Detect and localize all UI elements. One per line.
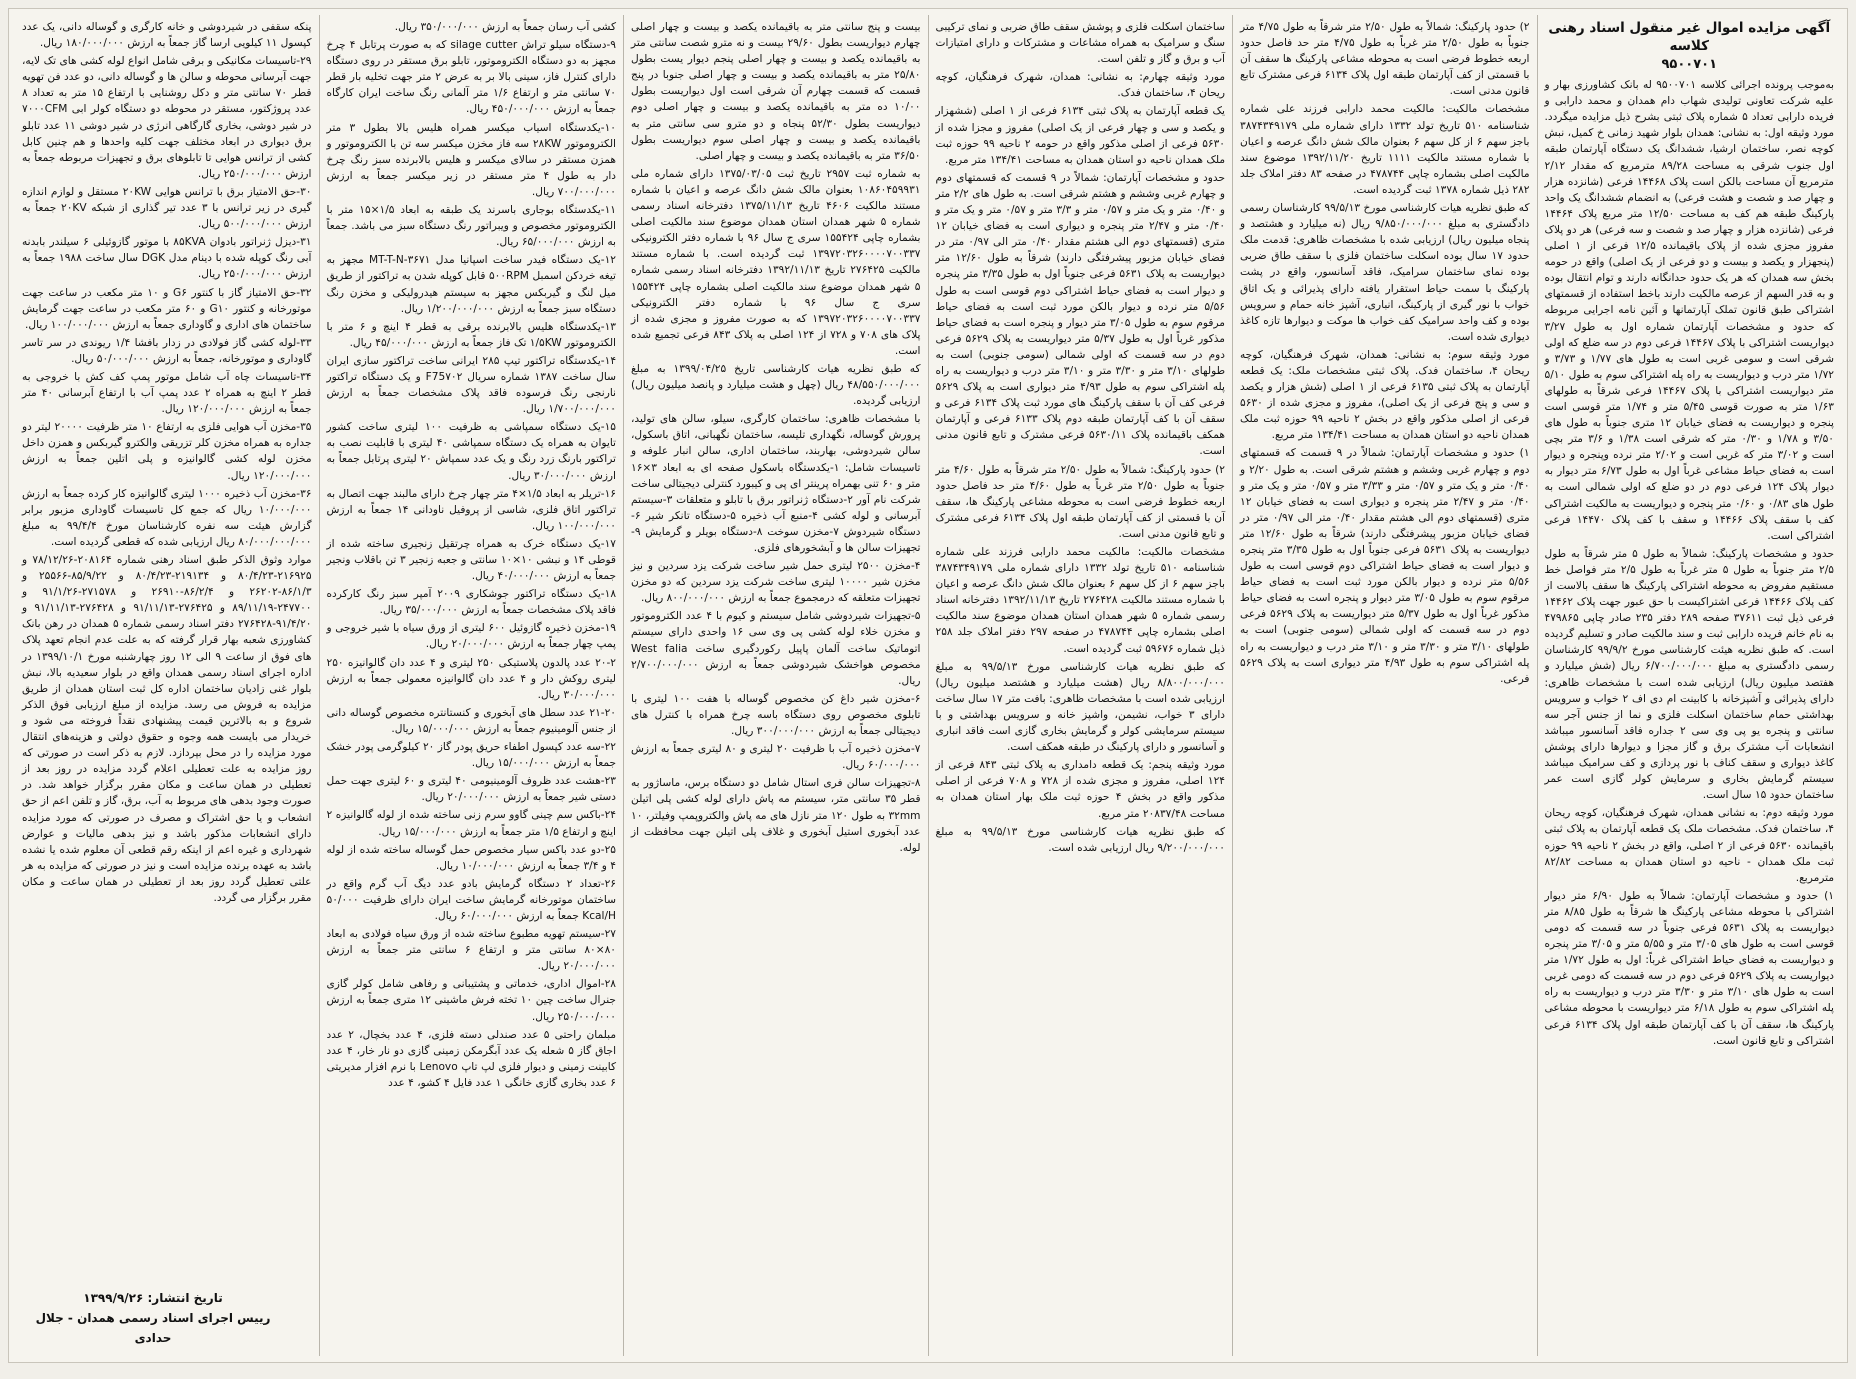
paragraph: ۱) حدود و مشخصات آپارتمان: شمالاً به طول ۶/۹۰ متر دیوار اشتراکی با محوطه مشاعی پارکینگ ها شرقاً به طول ۸/۸۵ متر دیواریست به پلاک ۵۶۳۱ فرعی جنوباً در سه قسمت که دومی قوسی است به طول های ۳/۰۵ متر و ۵/۵۵ متر و ۳/۰۵ متر پنجره و دیواریست به فضای حیاط اشتراکی غرباً: اول به طول ۱/۷۲ متر دیواریست به پلاک ۵۶۲۹ فرعی دوم در سه قسمت که دومی غربی است به طول های ۳/۱۰ متر و ۳/۳۰ متر درب و دیواریست به راه پله اشتراکی سوم به طول ۶/۱۸ متر دیواریست با محوطه مشاعی پارکینگ ها، سقف آن با کف آپارتمان طبقه اول پلاک ۶۱۳۴ فرعی اشتراکی و تابع قانون است. <box>1544 889 1835 1047</box>
paragraph: مورد وثیقه سوم: به نشانی: همدان، شهرک فرهنگیان، کوچه ریحان ۴، ساختمان فدک. پلاک ثبتی مشخصات ملک: یک قطعه آپارتمان به پلاک ثبتی ۶۱۳۵ فرعی از ۱ اصلی (شش هزار و یکصد و سی و پنج فرعی از یک اصلی)، مفروز و مجزی شده از ۵۶۳۰ فرعی از اصلی مذکور واقع در بخش ۲ ناحیه ۹۹ حوزه ثبت ملک همدان ناحیه دو استان همدان به مساحت ۱۳۴/۴۱ متر مربع. <box>1240 348 1530 442</box>
paragraph: ۶-مخزن شیر داغ کن مخصوص گوساله با هفت ۱۰۰ لیتری با تابلوی مخصوص روی دستگاه باسه چرخ همراه با کنترل های دیجیتالی جمعاً به ارزش ۳۰۰/۰۰۰/۰۰۰ ریال. <box>631 692 921 738</box>
paragraph: کشی آب رسان جمعاً به ارزش ۳۵۰/۰۰۰/۰۰۰ ریال. <box>394 21 616 33</box>
paragraph: ۴-مخزن ۲۵۰۰ لیتری حمل شیر ساخت شرکت یزد سردین و نیز مخزن شیر ۱۰۰۰۰ لیتری ساخت شرکت یزد سردین که دو مخزن تجهیزات متعلقه که درمجموع جمعاً به ارزش ۸۰۰/۰۰۰/۰۰۰ ریال. <box>631 560 921 605</box>
notice-footer <box>23 1288 283 1348</box>
column-5 <box>319 15 624 1356</box>
paragraph: ۱۹-مخزن ذخیره گازوئیل ۶۰۰ لیتری از ورق سیاه با شیر خروجی و پمپ چهار جمعاً به ارزش ۲۰/۰۰۰/۰۰۰ ریال. <box>326 622 616 651</box>
paragraph: موارد وثوق الذکر طبق اسناد رهنی شماره ۲۰۸۱۶۴-۷۸/۱۲/۲۶ و ۲۱۶۹۲۵-۸۰/۴/۲۳ و ۲۱۹۱۳۴-۸۰/۴/۲۳ و ۸۵/۹/۲۲-۲۵۵۶۶ و ۸۶/۱/۳-۲۶۲۰۲ و ۸۶/۲/۴-۲۶۹۱۰ و ۲۷۱۵۷۸-۹۱/۱/۲۶ و ۲۴۷۷۰۰-۸۹/۱۱/۱۹ و ۲۷۶۴۲۵-۹۱/۱۱/۱۳ و ۲۷۶۴۲۸-۹۱/۱۱/۱۳ و ۹۱/۴/۲۰-۲۷۶۴۲۸ دفتر اسناد رسمی شماره ۵ همدان در رهن بانک کشاورزی شعبه بهار قرار گرفته که به علت عدم انجام تعهد پلاک های فوق از ساعت ۹ الی ۱۲ روز چهارشنبه مورخ ۱۳۹۹/۱۰/۱ در اداره اجرای اسناد رسمی همدان واقع در بلوار سعیدیه بالا، نبش بلوار غنی زادیان ساختمان اداره کل ثبت استان همدان از طریق مزایده به فروش می رسد. مزایده از مبلغ ارزیابی فوق الذکر شروع و به بالاترین قیمت پیشنهادی نقداً فروخته می شود و خریدار می بایست همه وجوه و حقوق دولتی و هزینه‌های انتقال مورد مزایده را در محل بپردازد. لازم به ذکر است در صورتی که روز مزایده به علت تعطیلی اعلام گردد مزایده در روز بعد از تعطیلی در همان ساعت و مکان مقرر برگزار خواهد شد. در صورت وجود بدهی های مربوط به آب، برق، گاز و تلفن اعم از حق انشعاب و یا حق اشتراک و مصرف در صورتی که مورد مزایده دارای انشعابات مذکور باشد و نیز بدهی مالیات و عوارض شهرداری و غیره اعم از اینکه رقم قطعی آن معلوم شده یا نشده باشد به عهده برنده مزایده است و نیز در صورتی که مزایده به هر علتی تعطیل گردد روز بعد از تعطیلی در همان ساعت و مکان مقرر برگزار می گردد. <box>22 554 312 904</box>
paragraph: ۳۵-مخزن آب هوایی فلزی به ارتفاع ۱۰ متر ظرفیت ۲۰۰۰۰ لیتر دو جداره به همراه مخزن کلر تزریقی والکترو گیربکس و همزن داخل مخزن لوله کشی گالوانیزه و پلی اتلین جمعاً به ارزش ۱۲۰/۰۰۰/۰۰۰ ریال. <box>22 421 312 482</box>
paragraph: یک قطعه آپارتمان به پلاک ثبتی ۶۱۳۴ فرعی از ۱ اصلی (ششهزار و یکصد و سی و چهار فرعی از یک اصلی) مفروز و مجزا شده از ۵۶۳۰ فرعی از اصلی مذکور واقع در حومه ۲ ناحیه ۹۹ حوزه ثبت ملک همدان ناحیه دو استان همدان به مساحت ۱۳۴/۴۱ متر مربع. <box>935 105 1225 166</box>
publish-date: تاریخ انتشار: ۱۳۹۹/۹/۲۶ <box>83 1291 223 1305</box>
paragraph: ۳۰-حق الامتیاز برق با ترانس هوایی ۲۰KW مستقل و لوازم اندازه گیری در زیر ترانس با ۳ عدد تیر گذاری از شبکه ۲۰KV جمعاً به ارزش ۵۰۰/۰۰۰/۰۰۰ ریال. <box>22 185 312 231</box>
paragraph: ۳۲-حق الامتیاز گاز با کنتور G۶ و ۱۰ متر مکعب در ساعت جهت موتورخانه و کنتور G۱۰ و ۶۰ متر مکعب در ساعت جهت گرمایش ساختمان های اداری و گاوداری جمعاً به ارزش ۱۰۰/۰۰۰/۰۰۰ ریال. <box>22 286 312 331</box>
paragraph: که طبق نظریه هیات کارشناسی مورخ ۹۹/۵/۱۳ به مبلغ ۹/۲۰۰/۰۰۰/۰۰۰ ریال ارزیابی شده است. <box>935 825 1225 854</box>
paragraph: ۲۴-باکس سم چینی گاوو سرم زنی ساخته شده از لوله گالوانیزه ۲ اینچ و ارتفاع ۱/۵ متر جمعاً به ارزش ۱۵/۰۰۰/۰۰۰ ریال. <box>326 809 616 838</box>
paragraph: ۱۰-یکدستگاه اسیاب میکسر همراه هلیس بالا بطول ۳ متر الکتروموتور ۲۸KW سه فاز مخزن میکسر سه تن با الکتروموتور و همزن مستقر در سالای میکسر و هلیس بالابرنده سبز رنگ چرخ دار به طول ۴ متر مستقر در زیر میکسر جمعاً به ارزش ۷۰۰/۰۰۰/۰۰۰ ریال. <box>326 121 616 198</box>
paragraph: ۹-دستگاه سیلو تراش silage cutter که به صورت پرتابل ۴ چرخ مجهز به دو دستگاه الکتروموتور، تابلو برق مستقر در روی دستگاه دارای کنترل فاز، سینی بالا بر به عرض ۲ متر جهت تخلیه بار قطر ۷۰ سانتی متر و ارتفاع ۱/۶ متر آلمانی رنگ ساخت ایران کارگاه جمعاً به ارزش ۴۵۰/۰۰۰/۰۰۰ ریال. <box>326 39 616 116</box>
paragraph: که طبق نظریه هیات کارشناسی مورخ ۹۹/۵/۱۳ کارشناسان رسمی دادگستری به مبلغ ۹/۸۵۰/۰۰۰/۰۰۰ ریال (نه میلیارد و هشتصد و پنجاه میلیون ریال) ارزیابی شده با مشخصات ظاهری: قدمت ملک حدود ۱۷ سال بوده اسکلت ساختمان فلزی با سقف طاق ضربی بوده نمای ساختمان سرامیک، فاقد آسانسور، واقع در پشت پارکینگ با سمت حیاط استقرار یافته دارای پذیرائی و یک اتاق خواب با نور گیری از پارکینگ، انباری، آشپز خانه حمام و سرویس بوده و کف واحد سرامیک کف خواب ها موکت و دیوارها تازه کاغذ دیواری شده است. <box>1240 202 1530 343</box>
columns-container <box>15 15 1841 1356</box>
paragraph: ۸-تجهیزات سالن فری استال شامل دو دستگاه برس، ماساژور به قطر ۳۵ سانتی متر، سیستم مه پاش دارای لوله کشی پلی اتیلن ۳۲mm به طول ۱۲۰ متر نازل های مه پاش والکتروپمپ وفیلتر، ۱۰ عدد آبخوری استیل آبخوری و غلاف پلی اتیلن جهت محافظت از لوله. <box>631 777 921 854</box>
paragraph: که طبق نظریه هیات کارشناسی مورخ ۹۹/۵/۱۳ به مبلغ ۸/۸۰۰/۰۰۰/۰۰۰ ریال (هشت میلیارد و هشتصد میلیون ریال) ارزیابی شده است با مشخصات ظاهری: بافت متر ۱۷ سال ساخت دارای ۳ خواب، نشیمن، واشپز خانه و سرویس بهداشتی و با سیستم سرمایشی کولر و گرمایش بخاری گازی است فاقد انباری و آسانسور و دارای پارکینگ در طبقه همکف است. <box>935 660 1225 754</box>
paragraph: ۲۱-۲۰ عدد سطل های آبخوری و کنستانتره مخصوص گوساله دانی از جنس آلومینیوم جمعاً به ارزش ۱۵/۰۰۰/۰۰۰ ریال. <box>326 706 616 735</box>
paragraph: ۳۱-دیزل ژنراتور بادوان ۸۵KVA با موتور گازوئیلی ۶ سیلندر بابدنه آبی رنگ کوپله شده با دینام مدل DGK سال ساخت ۱۹۸۸ جمعاً به ارزش ۲۵۰/۰۰۰/۰۰۰ ریال. <box>22 236 312 281</box>
column-4 <box>623 15 928 1356</box>
paragraph: ۱۸-یک دستگاه تراکتور جوشکاری ۲۰۰۹ آمپر سبز رنگ کارکرده فاقد پلاک مشخصات جمعاً به ارزش ۳۵/۰۰۰/۰۰۰ ریال. <box>326 588 617 617</box>
notice-title: آگهی مزایده اموال غیر منقول اسناد رهنی کلاسه <box>1548 20 1831 54</box>
paragraph: ۲۳-هشت عدد ظروف آلومینیومی ۴۰ لیتری و ۶۰ لیتری جهت حمل دستی شیر جمعاً به ارزش ۲۰/۰۰۰/۰۰۰ ریال. <box>326 775 616 804</box>
column-2 <box>1232 15 1537 1356</box>
paragraph: ۲۵-دو عدد باکس سیار مخصوص حمل گوساله ساخته شده از لوله ۴ و ۳/۴ جمعاً به ارزش ۱۰/۰۰۰/۰۰۰ ریال. <box>326 843 616 872</box>
paragraph: با مشخصات ظاهری: ساختمان کارگری، سیلو، سالن های تولید، پرورش گوساله، نگهداری تلیسه، ساختمان نگهبانی، اتاق باسکول، سالن شیردوشی، بهاربند، ساختمان اداری، سالن انبار علوفه و تاسیسات شامل: ۱-یکدستگاه باسکول صفحه ای به ابعاد ۳×۱۶ متر و ۶۰ تنی بهمراه پرینتر ای پی و کیبورد کنترلی دیجیتالی ساخت شرکت نام آور ۲-دستگاه ژنراتور برق با تابلو و متعلقات ۳-سیستم آبرسانی و لوله کشی ۴-منبع آب ذخیره ۵-دستگاه تانکر شیر ۶-دستگاه شیردوش ۷-مخزن سوخت ۸-دستگاه بویلر و گرمایش ۹-تجهیزات سالن ها و آبشخورهای فلزی. <box>631 413 921 554</box>
paragraph: مبلمان راحتی ۵ عدد صندلی دسته فلزی، ۴ عدد بخچال، ۲ عدد اجاق گاز ۵ شعله یک عدد آبگرمکن زمینی گازی دو نار خار، ۴ عدد کابینت زمینی و دیوار فلزی لپ تاپ Lenovo با نرم افزار مدیریتی ۶ عدد بخاری گازی خانگی ۱ عدد فایل ۴ کشو، ۴ عدد <box>326 1028 617 1089</box>
column-3 <box>928 15 1233 1356</box>
paragraph: پنکه سقفی در شیردوشی و خانه کارگری و گوساله دانی، یک عدد کپسول ۱۱ کیلویی ارسا گاز جمعاً به ارزش ۱۸۰/۰۰۰/۰۰۰ ریال. <box>22 21 312 50</box>
paragraph: مشخصات مالکیت: مالکیت محمد دارابی فرزند علی شماره شناسنامه ۵۱۰ تاریخ تولد ۱۳۳۲ دارای شماره ملی ۳۸۷۴۳۴۹۱۷۹ باجز سهم ۶ از کل سهم ۶ بعنوان مالک شش دانگ عرصه و اعیان با شماره مستند مالکیت ۱۱۱۱ تاریخ ۱۳۹۲/۱۱/۲۰ موضوع سند مالکیت اصلی بشماره چاپی ۴۷۸۷۴۴ در صفحه ۸۳ دفتر املاک جلد ۲۸۲ ذیل شماره ۱۳۷۸ ثبت گردیده است. <box>1240 103 1530 196</box>
paragraph: ۱۴-یکدستگاه تراکتور تیپ ۲۸۵ ایرانی ساخت تراکتور سازی ایران سال ساخت ۱۳۸۷ شماره سریال F75۷۰۲ و یک دستگاه تراکتور نارنجی رنگ فرسوده فاقد پلاک مشخصات جمعاً به ارزش ۱/۷۰۰/۰۰۰/۰۰۰ ریال. <box>326 354 617 416</box>
paragraph: ۱۵-یک دستگاه سمپاشی به ظرفیت ۱۰۰ لیتری ساخت کشور تایوان به همراه یک دستگاه سمپاشی ۴۰ لیتری با قابلیت نصب به تراکتور بارنگ زرد رنگ و یک عدد سمپاش ۲۰ لیتری پرتابل جمعاً به ارزش ۳۰/۰۰۰/۰۰۰ ریال. <box>326 421 617 482</box>
paragraph: ۱۷-یک دستگاه خرک به همراه چرتقیل زنجیری ساخته شده از قوطی ۱۴ و نبشی ۱۰×۱۰ سانتی و جعبه زنجیر ۳ تن باقلاب ونجیر جمعاً به ارزش ۴۰/۰۰۰/۰۰۰ ریال. <box>326 537 616 583</box>
paragraph: ۱۱-یکدستگاه بوجاری باسرند یک طبقه به ابعاد ۱/۵×۱۵ متر با الکتروموتور مخصوص و ویبراتور رنگ دستگاه سبز می باشد. جمعاً به ارزش ۶۵/۰۰۰/۰۰۰ ریال. <box>326 204 616 249</box>
case-number: ۹۵۰۰۷۰۱ <box>1661 57 1718 72</box>
paragraph: مورد وثیقه دوم: به نشانی همدان، شهرک فرهنگیان، کوچه ریحان ۴، ساختمان فدک. مشخصات ملک یک قطعه آپارتمان به پلاک ثبتی باقیمانده ۵۶۳۰ فرعی از ۲ اصلی، واقع در بخش ۲ ناحیه ۹۹ حوزه ثبت ملک همدان - ناحیه دو استان همدان به مساحت ۸۲/۸۲ مترمربع. <box>1544 807 1835 884</box>
paragraph: ۳۳-لوله کشی گاز فولادی در زدار بافشا ۱/۴ ریوندی در سر تاسر گاوداری و موتورخانه، جمعاً به ارزش ۵۰/۰۰۰/۰۰۰ ریال. <box>22 336 312 365</box>
paragraph: ۲) حدود پارکینگ: شمالاً به طول ۲/۵۰ متر شرقاً به طول ۴/۷۵ متر جنوباً به طول ۲/۵۰ متر غرباً به طول ۴/۷۵ متر حد فاصل حدود اربعه خطوط فرضی است به محوطه مشاعی پارکینگ ها سقف آن با قسمتی از کف آپارتمان طبقه اول پلاک ۶۱۳۴ فرعی مشترک تابع قانون مدنی است. <box>1240 21 1530 98</box>
paragraph: ۳۶-مخزن آب ذخیره ۱۰۰۰ لیتری گالوانیزه کار کرده جمعاً به ارزش ۱۰/۰۰۰/۰۰۰ ریال که جمع کل تاسیسات گاوداری مزبور برابر گزارش هیئت سه نفره کارشناسان مورخ ۹۹/۴/۴ به مبلغ ۸۰/۰۰۰/۰۰۰/۰۰۰ ریال ارزیابی شده که قطعی گردیده است. <box>22 487 312 548</box>
paragraph: ۵-تجهیزات شیردوشی شامل سیستم و کیوم با ۴ عدد الکتروموتور و مخزن خلاء لوله کشی پی وی سی ۱۶ واحدی دارای سیستم اتوماتیک ساخت آلمان پاپیل رکوردگیری ساخت West falia مخصوص هواخشک شیردوشی جمعاً به ارزش ۲/۷۰۰/۰۰۰/۰۰۰ ریال. <box>631 610 921 687</box>
paragraph: ۲۸-اموال اداری، خدماتی و پشتیبانی و رفاهی شامل کولر گازی جنرال ساخت چین ۱۰ تخته فرش ماشینی ۱۲ متری جمعاً به ارزش ۲۵۰/۰۰۰/۰۰۰ ریال. <box>326 978 616 1023</box>
column-6 <box>15 15 319 1356</box>
paragraph: بیست و پنج سانتی متر به باقیمانده یکصد و بیست و چهار اصلی چهارم دیواریست بطول ۲۹/۶۰ بیست و نه مترو شصت سانتی متر به باقیمانده یکصد و بیست و چهار اصلی پنجم دیوار یست بطول ۲۵/۸۰ متر به باقیمانده یکصد و بیست و چهار اصلی جنوبا در پنج قسمت که قسمت چهارم آن شرقی است اول دیواریست بطول ۱۰/۰۰ ده متر به باقیمانده یکصد و بیست و چهار اصلی دوم دیواریست بطول ۵۲/۳۰ پنجاه و دو مترو سی سانتی متر به باقیمانده یکصد و بیست و چهار اصلی سوم دیواریست بطول ۳۶/۵۰ متر به باقیمانده یکصد و بیست و چهار اصلی. <box>631 21 921 162</box>
paragraph: ۲۲-سه عدد کپسول اطفاء حریق پودر گاز ۲۰ کیلوگرمی پودر خشک جمعاً به ارزش ۱۵/۰۰۰/۰۰۰ ریال. <box>326 741 616 770</box>
paragraph: ۲۰-۲ عدد پالدون پلاستیکی ۲۵۰ لیتری و ۴ عدد دان گالوانیزه ۲۵۰ لیتری روکش دار و ۴ عدد دان گالوانیزه معمولی جمعاً به ارزش ۳۰/۰۰۰/۰۰۰ ریال. <box>326 656 616 701</box>
paragraph: مشخصات مالکیت: مالکیت محمد دارابی فرزند علی شماره شناسنامه ۵۱۰ تاریخ تولد ۱۳۳۲ دارای شماره ملی ۳۸۷۴۳۴۹۱۷۹ باجز سهم ۶ از کل سهم ۶ بعنوان مالک شش دانگ عرصه و اعیان با شماره مستند مالکیت ۲۷۶۴۲۸ تاریخ ۱۳۹۲/۱۱/۱۳ دفترخانه اسناد رسمی شماره ۵ شهر همدان استان همدان موضوع سند مالکیت اصلی بشماره چاپی ۴۷۸۷۴۴ در صفحه ۲۹۷ دفتر املاک جلد ۲۵۸ ذیل شماره ۵۹۶۷۶ ثبت گردیده است. <box>935 546 1225 655</box>
paragraph: ۲۹-تاسیسات مکانیکی و برقی شامل انواع لوله کشی های تک لایه، جهت آبرسانی محوطه و سالن ها و گوساله دانی، دو عدد فن تهویه قطر ۷۰ سانتی متر و دکل روشنایی با ارتفاع ۱۵ متر به تعداد ۸ عدد پروژکتور، مستقر در محوطه دو دستگاه کولر ابی ۷۰۰۰CFM در شیر دوشی، بخاری گارگاهی انرژی در شیر دوشی ۱۱ عدد تابلو برق دیواری در ابعاد مختلف جهت کلیه واحدها و هم چنین کابل کشی از ترانس هوایی تا تابلوهای برق و تجهیزات مربوطه جمعاً به ارزش ۲۵۰/۰۰۰/۰۰۰ ریال. <box>22 55 312 180</box>
paragraph: مورد وثیقه چهارم: به نشانی: همدان، شهرک فرهنگیان، کوچه ریحان ۴، ساختمان فدک. <box>935 71 1225 100</box>
paragraph: به‌موجب پرونده اجرائی کلاسه ۹۵۰۰۷۰۱ له بانک کشاورزی بهار و علیه شرکت تعاونی تولیدی شهاب دام همدان و محمد دارابی و فریده دارابی تعداد ۵ شماره پلاک ثبتی بشرح ذیل مزایده میگردد. مورد وثیقه اول: به نشانی: همدان بلوار شهید زمانی خ کمیل، نبش کوچه نصر، ساختمان ارشیا، ششدانگ یک دستگاه آپارتمان طبقه اول جنوب شرقی به مساحت ۸۹/۲۸ مترمربع که مقدار ۲/۱۲ مترمربع آن مساحت بالکن است پلاک ۱۴۴۶۸ فرعی (شانزده هزار و چهار صد و شصت و هشت فرعی) به انضمام ششدانگ یک واحد پارکینگ طبقه هم کف به مساحت ۱۲/۵۰ متر مربع پلاک ۱۴۴۶۴ فرعی (شانزده هزار و چهار صد و شصت و سه فرعی) هر دو پلاک مفروز مجزی شده از پلاک باقیمانده ۱۲/۵ فرعی از ۱ اصلی (پنجهزار و یکصد و بیست و دو فرعی از یک اصلی) واقع در حومه بخش سه همدان که هر یک حدود حدانگانه دارند و توام انتقال بوده و به قدر السهم از عرصه مالکیت دارند باخط استفاده از قسمتهای اشتراکی طبق قانون تملک آپارتمانها و آئین نامه اجرایی مربوطه که حدود و مشخصات آپارتمان شماره اول به طول ۳/۲۷ دیواریست اشتراکی با پلاک ۱۴۴۶۷ فرعی دوم در سه ضلع که اولی شرقی است و سومی غربی است به طول های ۱/۷۷ و ۳/۷۳ و ۱/۷۲ متر درب و دیواریست به راه پله اشتراکی سوم به طول ۵/۱۰ متر دیواریست اشتراکی با پلاک ۱۴۴۶۷ فرعی شرقاً به طولهای ۱/۶۳ متر به صورت قوسی ۵/۴۵ متر و ۱/۷۴ متر قوسی است پنجره و دیواریست به فضای خیابان ۱۲ متری جنوباً به طول های ۳/۵۰ و ۱/۷۸ و ۰/۳۰ متر که شرقی است ۱/۳۸ و ۳/۶ متر بچی است و ۳/۰۲ متر که غربی است و ۲/۰۲ متر نرده وپنجره و دیوار است به فضای حیاط مشاعی غرباً اول به طول ۶/۷۳ متر دیوار به دیوار پلاک ۱۲۴ فرعی دوم در دو ضلع که اولی شمالی است به طول های ۰/۸۳ و ۰/۶۰ متر پنجره و دیواریست به مالکیت اشتراکی کف با سقف پلاک ۱۴۴۶۶ و سقف با کف پلاک ۱۴۴۷۰ فرعی اشتراکی است. <box>1544 79 1835 542</box>
signature-line: رییس اجرای اسناد رسمی همدان - جلال حدادی <box>35 1311 271 1345</box>
paragraph: به شماره ثبت ۲۹۵۷ تاریخ ثبت ۱۳۷۵/۰۳/۰۵ دارای شماره ملی ۱۰۸۶۰۴۵۹۹۳۱ بعنوان مالک شش دانگ عرصه و اعیان با شماره مستند مالکیت ۴۶۰۶ تاریخ ۱۳۷۵/۱۱/۱۳ دفترخانه اسناد رسمی شماره ۵ شهر همدان استان همدان موضوع سند مالکیت اصلی بشماره چاپی ۱۵۵۴۲۴ سری ج سال ۹۶ با شماره دفتر الکترونیکی ۱۳۹۷۲۰۳۲۶۰۰۰۰۷۰۰۳۳۷ ثبت گردیده است. با شماره مستند مالکیت ۲۷۶۴۲۵ تاریخ ۱۳۹۲/۱۱/۱۳ دفترخانه اسناد رسمی شماره ۵ شهر همدان موضوع سند مالکیت اصلی بشماره چاپی ۱۵۵۴۲۴ سری ج سال ۹۶ با شماره دفتر الکترونیکی ۱۳۹۷۲۰۳۲۶۰۰۰۰۷۰۰۳۳۷ که به صورت مفروز و مجزی شده از پلاک های ۷۰۸ و ۷۲۸ از ۱۲۴ اصلی به پلاک ۸۴۳ فرعی تجمیع شده است. <box>631 167 921 357</box>
paragraph: ۲۷-سیستم تهویه مطبوع ساخته شده از ورق سیاه فولادی به ابعاد ۸۰×۸۰ سانتی متر و ارتفاع ۶ سانتی متر جمعاً به ارزش ۲۰/۰۰۰/۰۰۰ ریال. <box>326 928 616 973</box>
paragraph: ۱۶-تریلر به ابعاد ۱/۵×۴ متر چهار چرخ دارای مالبند جهت اتصال به تراکتور اتاق فلزی، شاسی از پروفیل ناودانی ۱۴ جمعاً به ارزش ۱۰۰/۰۰۰/۰۰۰ ریال. <box>326 487 616 532</box>
paragraph: ۱۲-یک دستگاه فیدر ساخت اسپانیا مدل MT-T-N-۳۶۷۱ مجهز به تیغه خردکن اسمبل ۵۰۰RPM قابل کوپله شدن به تراکتور از طریق میل لنگ و گیربکس مجهز به سیستم هیدرولیکی و مخزن رنگ دستگاه سبز جمعاً به ارزش ۱/۲۰۰/۰۰۰/۰۰۰ ریال. <box>326 254 616 315</box>
paragraph: ۷-مخزن ذخیره آب با ظرفیت ۲۰ لیتری و ۸۰ لیتری جمعاً به ارزش ۶۰/۰۰۰/۰۰۰ ریال. <box>631 743 921 772</box>
paragraph: حدود و مشخصات پارکینگ: شمالاً به طول ۵ متر شرقاً به طول ۲/۵ متر جنوباً به طول ۵ متر غرباً به طول ۲/۵ متر فواصل خط مستقیم مفروض به محوطه اشتراکی پارکینگ ها سقف بالاست از کف پلاک ۱۴۴۶۶ فرعی اشتراکیست با حق عبور جهت پلاک ۱۴۴۶۲ فرعی ذیل ثبت ۳۷۶۱۱ صفحه ۲۸۹ دفتر ۲۳۵ صادر چاپی ۴۷۹۸۶۵ به نام خانم فریده دارابی ثبت و سند مالکیت صادر و تسلیم گردیده است. که طبق نظریه هیئت کارشناسی مورخ ۹۹/۹/۲ کارشناسان رسمی دادگستری به مبلغ ۶/۷۰۰/۰۰۰/۰۰۰ ریال (شش میلیارد و هفتصد میلیون ریال) ارزیابی شده است با مشخصات ظاهری: دارای پذیرائی و آشپزخانه با کابینت ام دی اف ۲ خواب و سرویس بهداشتی حمام ساختمان اسکلت فلزی و نما از جنس آجر سه سانتی و پنجره یو پی وی سی ۲ جداره فاقد آسانسور میباشد انشعابات آب مشترک برق و گاز مجزا و دیوارها دارای پوشش کاغذ دیواری و سقف کناف با نور پردازی و کف سرامیک میباشد سیستم گرمایش بخاری و سرمایش کولر گازی است عمر ساختمان حدود ۱۵ سال است. <box>1544 547 1835 802</box>
paragraph: مورد وثیقه پنجم: یک قطعه دامداری به پلاک ثبتی ۸۴۳ فرعی از ۱۲۴ اصلی، مفروز و مجزی شده از ۷۲۸ و ۷۰۸ فرعی از اصلی مذکور واقع در بخش ۴ حوزه ثبت ملک بهار استان همدان به مساحت ۲۰۸۳۷/۴۸ متر مربع. <box>935 759 1226 820</box>
newspaper-page <box>8 8 1848 1363</box>
paragraph: ۲) حدود پارکینگ: شمالاً به طول ۲/۵۰ متر شرقاً به طول ۴/۶۰ متر جنوباً به طول ۲/۵۰ متر غرباً به طول ۴/۶۰ متر حد فاصل حدود اربعه خطوط فرضی است به محوطه مشاعی پارکینگ ها، سقف آن با قسمتی از کف آپارتمان طبقه اول پلاک ۶۱۳۴ فرعی مشترک و تابع قانون مدنی است. <box>935 463 1225 540</box>
paragraph: ساختمان اسکلت فلزی و پوشش سقف طاق ضربی و نمای ترکیبی سنگ و سرامیک به همراه مشاعات و مشترکات و دارای امتیازات آب و برق و گاز و تلفن است. <box>935 21 1225 66</box>
paragraph: حدود و مشخصات آپارتمان: شمالاً در ۹ قسمت که قسمتهای دوم و چهارم غربی وششم و هشتم شرقی است. به طول های ۲/۲ متر و ۰/۴۰ متر و یک متر و ۰/۵۷ متر و ۳/۳ متر و ۰/۵۷ متر و یک متر و ۰/۴۰ متر و ۲/۴۷ متر پنجره و دیواری است به فضای خیابان ۱۲ متری (قسمتهای دوم الی هشتم مقدار ۰/۴۰ متر الی ۰/۹۷ متر در فضای خیابان مزبور پیشرفتگی دارند) شرقاً به طول ۱۲/۶۰ متر دیواریست به پلاک ۵۶۳۱ فرعی جنوباً اول به طول ۳/۳۵ متر پنجره و دیوار است به فضای حیاط اشتراکی دوم قوسی است به طول ۵/۵۶ متر نرده و دیوار بالکن مورد ثبت است به فضای حیاط مرقوم سوم به طول ۳/۰۵ متر دیوار و پنجره است به فضای حیاط مذکور غرباً اول به طول ۵/۳۷ متر دیواریست به پلاک ۵۶۲۹ فرعی دوم در سه قسمت که اولی شمالی (سومی جنوبی) است به طولهای ۳/۱۰ متر و ۳/۳۰ متر و ۳/۱۰ متر درب و دیواریست به راه پله اشتراکی سوم به طول ۴/۹۳ متر دیواری است به پلاک ۵۶۲۹ فرعی کف آن با سقف پارکینگ های مورد ثبت پلاک ۶۱۳۴ فرعی و سقف آن با کف آپارتمان طبقه دوم پلاک ۶۱۳۳ فرعی و آپارتمان همکف باقیمانده پلاک ۵۶۳۰/۱۱ فرعی مشترک و تابع قانون مدنی است. <box>935 171 1226 458</box>
paragraph: ۱) حدود و مشخصات آپارتمان: شمالاً در ۹ قسمت که قسمتهای دوم و چهارم غربی وششم و هشتم شرقی است. به طول ۲/۲۰ و ۰/۴۰ متر و یک متر و ۰/۵۷ متر و ۳/۳۳ متر و ۰/۵۷ متر و یک متر و ۰/۴۰ متر و ۲/۴۷ متر پنجره و دیواری است به فضای خیابان ۱۲ متری (قسمتهای دوم الی هشتم مقدار ۰/۴۰ متر الی ۰/۹۷ متر در فضای خیابان مزبور پیشرفتگی دارند) شرقاً به طول ۱۲/۶۰ متر دیواریست به پلاک ۵۶۳۱ فرعی جنوباً اول به طول ۳/۳۵ متر پنجره و دیوار است به فضای حیاط اشتراکی دوم قوسی است به طول ۵/۵۶ متر نرده و دیوار بالکن مورد ثبت است به فضای حیاط مرقوم سوم به طول ۳/۰۵ متر دیوار و پنجره است به فضای حیاط مذکور غرباً اول به طول ۵/۳۷ متر دیواریست به پلاک ۵۶۲۹ فرعی دوم در سه قسمت که اولی شمالی (سومی جنوبی) است به طولهای ۳/۱۰ متر و ۳/۳۰ متر و ۳/۱۰ متر درب و دیواریست به راه پله اشتراکی سوم به طول ۴/۹۳ متر دیواری است به پلاک ۵۶۲۹ فرعی. <box>1240 447 1530 685</box>
paragraph: ۲۶-تعداد ۲ دستگاه گرمایش بادو عدد دیگ آب گرم واقع در ساختمان موتورخانه گرمایش ساخت ایران دارای ظرفیت ۵۰/۰۰۰ Kcal/H جمعاً به ارزش ۶۰/۰۰۰/۰۰۰ ریال. <box>326 877 616 922</box>
paragraph: ۳۴-تاسیسات چاه آب شامل موتور پمپ کف کش با خروجی به قطر ۲ اینچ به همراه ۲ عدد پمپ آب با ارتفاع آبرسانی ۴۰ متر جمعاً به ارزش ۱۲۰/۰۰۰/۰۰۰ ریال. <box>22 370 312 416</box>
paragraph: ۱۳-یکدستگاه هلیس بالابرنده برقی به قطر ۴ اینچ و ۶ متر با الکتروموتور ۱/۵KW تک فاز جمعاً به ارزش ۴۵/۰۰۰/۰۰۰ ریال. <box>326 320 616 349</box>
paragraph: که طبق نظریه هیات کارشناسی تاریخ ۱۳۹۹/۰۴/۲۵ به مبلغ ۴۸/۵۵۰/۰۰۰/۰۰۰ ریال (چهل و هشت میلیارد و پانصد میلیون ریال) ارزیابی گردیده. <box>631 362 921 408</box>
column-1 <box>1537 15 1842 1356</box>
